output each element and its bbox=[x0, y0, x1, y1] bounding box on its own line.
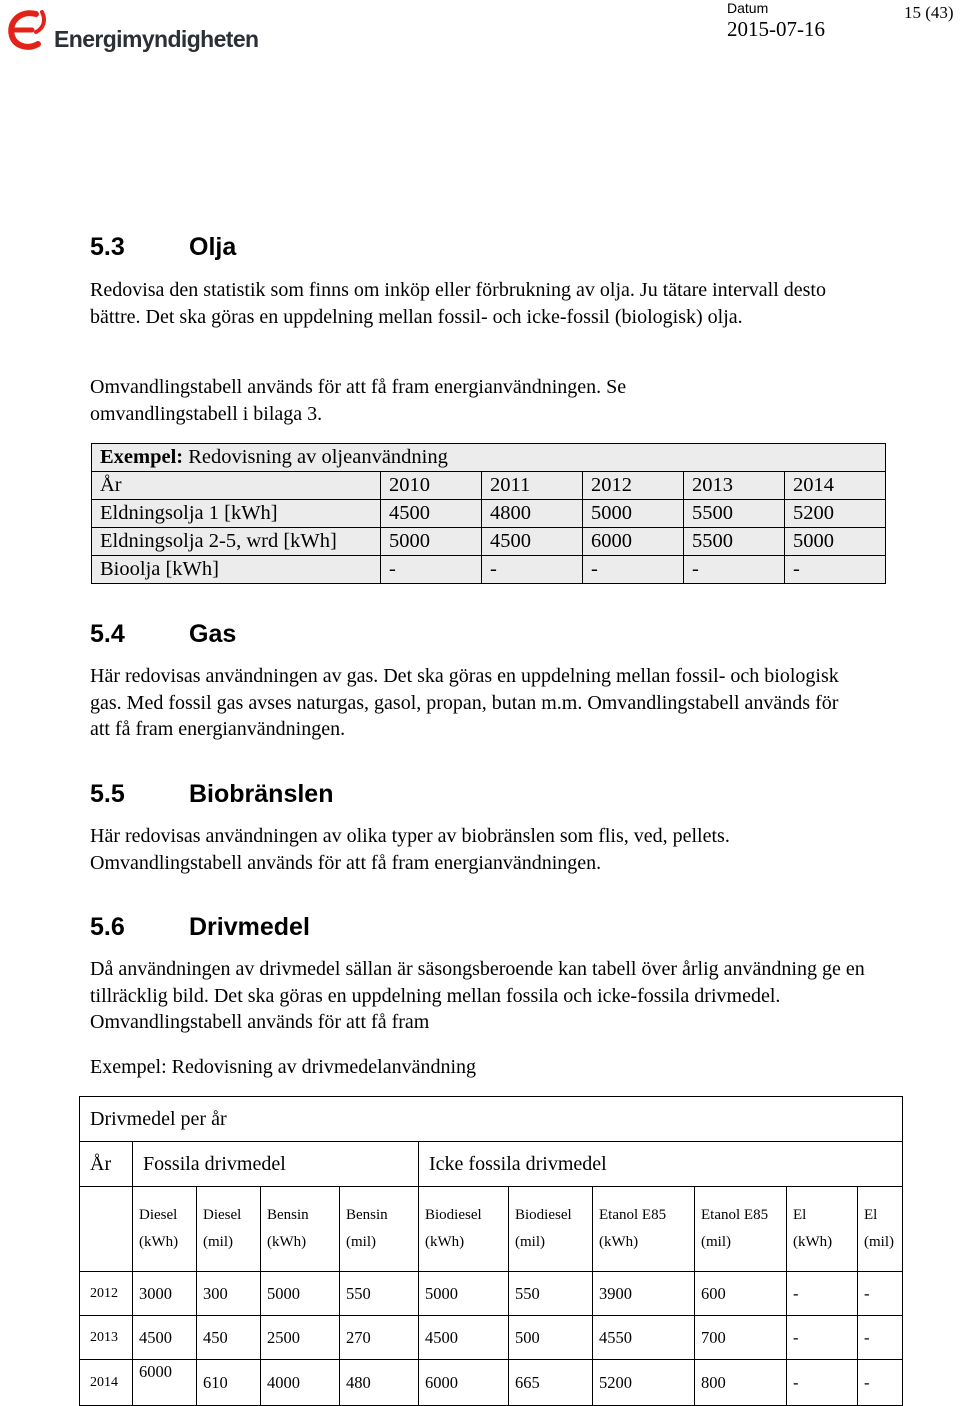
date-label: Datum bbox=[727, 0, 769, 16]
table-cell: Bioolja [kWh] bbox=[92, 556, 381, 584]
gas-paragraph-1: Här redovisas användningen av gas. Det ska göras en uppdelning mellan fossil- och biologisk gas. Med fossil gas avses naturgas, gasol, propan, butan m.m. Omvandlingstabell används för att få fram energianvändningen. bbox=[90, 665, 839, 740]
table-title-row bbox=[80, 1097, 903, 1142]
table-cell: 480 bbox=[340, 1360, 419, 1406]
column-header: Biodiesel (kWh) bbox=[419, 1187, 509, 1272]
fuel-usage-table bbox=[79, 1096, 903, 1406]
table-cell: - bbox=[858, 1272, 903, 1316]
column-header: Biodiesel (mil) bbox=[509, 1187, 593, 1272]
table-cell: 5500 bbox=[684, 500, 785, 528]
section-number: 5.4 bbox=[90, 620, 125, 648]
table-cell: 5000 bbox=[381, 528, 482, 556]
olja-paragraph-1: Redovisa den statistik som finns om inköp eller förbrukning av olja. Ju tätare intervall desto bättre. Det ska göras en uppdelning mellan fossil- och icke-fossil (biologisk) olja. bbox=[90, 279, 826, 328]
table-cell: 4500 bbox=[482, 528, 583, 556]
header-cell: År bbox=[92, 472, 381, 500]
table-title: Drivmedel per år bbox=[80, 1097, 903, 1142]
table-cell: 610 bbox=[197, 1360, 261, 1406]
table-cell: 5200 bbox=[593, 1360, 695, 1406]
table-cell: - bbox=[381, 556, 482, 584]
table-cell: - bbox=[482, 556, 583, 584]
table-cell: 550 bbox=[340, 1272, 419, 1316]
table-row bbox=[92, 528, 886, 556]
group-header-nonfossil: Icke fossila drivmedel bbox=[419, 1142, 903, 1187]
table-cell: - bbox=[858, 1360, 903, 1406]
year-cell: 2012 bbox=[80, 1272, 133, 1316]
logo-swoosh-icon bbox=[6, 6, 52, 56]
section-title: Gas bbox=[189, 620, 237, 648]
table-cell: 5000 bbox=[419, 1272, 509, 1316]
table-cell: 5000 bbox=[583, 500, 684, 528]
caption-text: Redovisning av oljeanvändning bbox=[183, 446, 448, 468]
section-heading-drivmedel bbox=[90, 913, 310, 942]
olja-paragraph-2: Omvandlingstabell används för att få fram energianvändningen. Se omvandlingstabell i bilaga 3. bbox=[90, 376, 627, 425]
year-cell: 2013 bbox=[80, 1316, 133, 1360]
table-row bbox=[80, 1360, 903, 1406]
header-cell: 2010 bbox=[381, 472, 482, 500]
date-value: 2015-07-16 bbox=[727, 17, 825, 41]
table-cell: 5500 bbox=[684, 528, 785, 556]
table-cell: 5200 bbox=[785, 500, 886, 528]
section-number: 5.3 bbox=[90, 233, 125, 261]
table-caption-row bbox=[92, 444, 886, 472]
column-header: Etanol E85 (kWh) bbox=[593, 1187, 695, 1272]
table-cell: 4500 bbox=[419, 1316, 509, 1360]
column-header: Etanol E85 (mil) bbox=[695, 1187, 787, 1272]
table-cell: 2500 bbox=[261, 1316, 340, 1360]
table-cell: Eldningsolja 1 [kWh] bbox=[92, 500, 381, 528]
table-cell: 4000 bbox=[261, 1360, 340, 1406]
table-row bbox=[80, 1316, 903, 1360]
table-cell: 300 bbox=[197, 1272, 261, 1316]
table-cell: - bbox=[785, 556, 886, 584]
table-cell: 3000 bbox=[133, 1272, 197, 1316]
header-cell: 2013 bbox=[684, 472, 785, 500]
table-caption bbox=[92, 444, 886, 472]
table-cell: 6000 bbox=[133, 1360, 197, 1406]
table-cell: 700 bbox=[695, 1316, 787, 1360]
section-title: Biobränslen bbox=[189, 780, 334, 808]
table-cell: - bbox=[583, 556, 684, 584]
table-cell: 4500 bbox=[381, 500, 482, 528]
table-cell: 5000 bbox=[785, 528, 886, 556]
page-number: 15 (43) bbox=[904, 3, 954, 22]
header-cell: 2012 bbox=[583, 472, 684, 500]
table-cell: 4800 bbox=[482, 500, 583, 528]
table-header-row bbox=[92, 472, 886, 500]
table-row bbox=[92, 556, 886, 584]
table-cell: - bbox=[684, 556, 785, 584]
table-cell: 6000 bbox=[419, 1360, 509, 1406]
column-header: Diesel (mil) bbox=[197, 1187, 261, 1272]
section-heading-olja bbox=[90, 233, 236, 262]
column-header: El (kWh) bbox=[787, 1187, 858, 1272]
section-heading-biobranslen bbox=[90, 780, 333, 809]
column-header-row bbox=[80, 1187, 903, 1272]
table-cell: - bbox=[787, 1360, 858, 1406]
section-number: 5.6 bbox=[90, 913, 125, 941]
empty-header-cell bbox=[80, 1187, 133, 1272]
table-cell: 4500 bbox=[133, 1316, 197, 1360]
group-header-fossil: Fossila drivmedel bbox=[133, 1142, 419, 1187]
column-header: Diesel (kWh) bbox=[133, 1187, 197, 1272]
section-number: 5.5 bbox=[90, 780, 125, 808]
bio-paragraph-1: Här redovisas användningen av olika typer av biobränslen som flis, ved, pellets. Omvandlingstabell används för att få fram energianvändningen. bbox=[90, 825, 730, 874]
table-cell: Eldningsolja 2-5, wrd [kWh] bbox=[92, 528, 381, 556]
column-header: Bensin (kWh) bbox=[261, 1187, 340, 1272]
year-cell: 2014 bbox=[80, 1360, 133, 1406]
section-title: Olja bbox=[189, 233, 237, 261]
logo-text: Energimyndigheten bbox=[54, 26, 259, 52]
table-cell: 550 bbox=[509, 1272, 593, 1316]
table-cell: - bbox=[787, 1316, 858, 1360]
drivmedel-paragraph-1: Då användningen av drivmedel sällan är säsongsberoende kan tabell över årlig användning ge en tillräcklig bild. Det ska göras en uppdelning mellan fossila och icke-fossila drivmedel. Omvandlingstabell används för att få fram bbox=[90, 958, 865, 1033]
header-cell: 2014 bbox=[785, 472, 886, 500]
oil-usage-table bbox=[91, 443, 886, 584]
year-header: År bbox=[80, 1142, 133, 1187]
section-title: Drivmedel bbox=[189, 913, 310, 941]
section-heading-gas bbox=[90, 620, 236, 649]
table-cell: - bbox=[858, 1316, 903, 1360]
table-row bbox=[92, 500, 886, 528]
table-cell: 4550 bbox=[593, 1316, 695, 1360]
table-cell: 5000 bbox=[261, 1272, 340, 1316]
column-header: Bensin (mil) bbox=[340, 1187, 419, 1272]
header-cell: 2011 bbox=[482, 472, 583, 500]
table-cell: 3900 bbox=[593, 1272, 695, 1316]
table-cell: 450 bbox=[197, 1316, 261, 1360]
column-header: El (mil) bbox=[858, 1187, 903, 1272]
table-cell: 500 bbox=[509, 1316, 593, 1360]
table-row bbox=[80, 1272, 903, 1316]
caption-bold: Exempel: bbox=[100, 446, 184, 468]
table-cell: 270 bbox=[340, 1316, 419, 1360]
drivmedel-example-caption: Exempel: Redovisning av drivmedelanvändning bbox=[90, 1056, 477, 1078]
table-cell: 665 bbox=[509, 1360, 593, 1406]
energimyndigheten-logo bbox=[6, 4, 259, 60]
table-cell: 800 bbox=[695, 1360, 787, 1406]
table-cell: - bbox=[787, 1272, 858, 1316]
table-cell: 6000 bbox=[583, 528, 684, 556]
table-cell: 600 bbox=[695, 1272, 787, 1316]
table-group-row bbox=[80, 1142, 903, 1187]
